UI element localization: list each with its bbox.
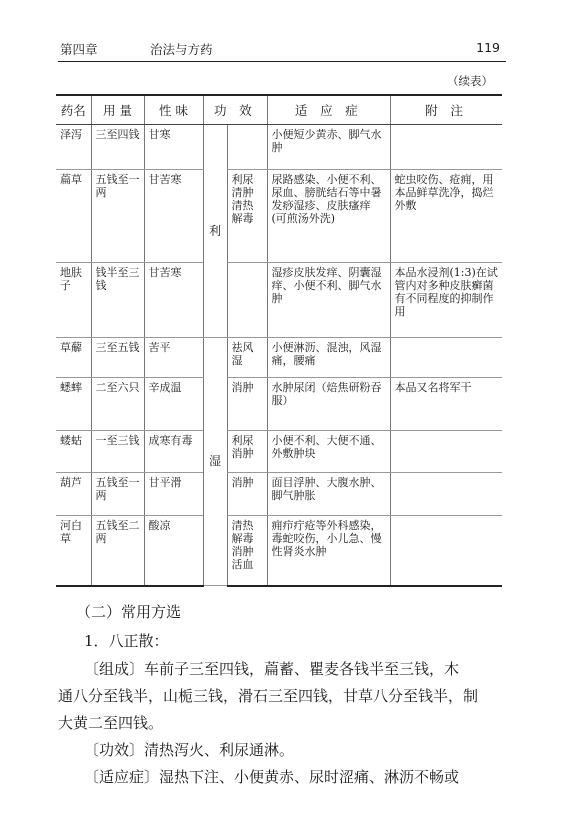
table-header-row — [56, 95, 502, 125]
herb-name: 草薢 — [56, 338, 91, 378]
table-row — [56, 431, 502, 473]
herb-indication: 湿疹皮肤发痒、阴囊湿痒、小便不利、脚气水肿 — [267, 263, 390, 338]
herb-table — [56, 94, 502, 587]
herb-nature: 酸凉 — [144, 516, 203, 586]
column-header: 性 味 — [144, 95, 203, 125]
composition-line — [84, 659, 514, 679]
table-row — [56, 170, 502, 263]
herb-dose: 三至五钱 — [91, 338, 144, 378]
herb-effect: 利尿清肿清热解毒 — [227, 170, 267, 263]
herb-name: 泽泻 — [56, 125, 91, 170]
table-row — [56, 263, 502, 338]
herb-nature: 成寒有毒 — [144, 431, 203, 473]
herb-effect — [227, 125, 267, 170]
herb-indication: 尿路感染、小便不利、尿血、膀胱结石等中暑发痧湿疹、皮肤瘙痒(可煎汤外洗) — [267, 170, 390, 263]
herb-dose: 钱半至三钱 — [91, 263, 144, 338]
herb-note — [390, 473, 502, 516]
herb-nature: 甘苦寒 — [144, 170, 203, 263]
herb-effect: 祛风湿 — [227, 338, 267, 378]
column-header: 适 应 症 — [267, 95, 390, 125]
herb-name: 蟋蟀 — [56, 378, 91, 431]
chapter-label: 第四章 — [60, 42, 98, 57]
herb-note — [390, 125, 502, 170]
composition-label: 〔组成〕 — [84, 660, 145, 678]
composition-line: 大黄二至四钱。 — [58, 714, 164, 732]
herb-name: 葫芦 — [56, 473, 91, 516]
section-title: （二）常用方选 — [76, 603, 182, 621]
herb-note: 蛇虫咬伤、疮痈，用本品鲜草洗净，捣烂外敷 — [390, 170, 502, 263]
column-header: 药名 — [56, 95, 91, 125]
herb-effect: 利尿消肿 — [227, 431, 267, 473]
herb-name: 萹草 — [56, 170, 91, 263]
composition-text: 车前子三至四钱，萹蓄、瞿麦各钱半至三钱，木 — [144, 660, 460, 678]
herb-note: 本品又名将军干 — [390, 378, 502, 431]
herb-dose: 五钱至二两 — [91, 516, 144, 586]
herb-dose: 三至四钱 — [91, 125, 144, 170]
herb-dose: 五钱至一两 — [91, 473, 144, 516]
composition-line: 通八分至钱半，山栀三钱，滑石三至四钱，甘草八分至钱半，制 — [58, 687, 479, 705]
table-row — [56, 473, 502, 516]
herb-note — [390, 338, 502, 378]
indication-label: 〔适应症〕 — [84, 768, 160, 786]
effect-line — [84, 740, 294, 760]
herb-name: 蝼蛄 — [56, 431, 91, 473]
herb-dose: 二至六只 — [91, 378, 144, 431]
merged-group-label: 利 — [203, 125, 227, 338]
herb-dose: 五钱至一两 — [91, 170, 144, 263]
herb-indication: 痈疖疔疮等外科感染，毒蛇咬伤，小儿急、慢性肾炎水肿 — [267, 516, 390, 586]
formula-title: 1．八正散： — [84, 632, 169, 650]
section-label: 治法与方药 — [150, 42, 213, 57]
indication-text: 湿热下注、小便黄赤、尿时涩痛、淋沥不畅或 — [159, 768, 460, 786]
herb-nature: 甘寒 — [144, 125, 203, 170]
herb-note — [390, 516, 502, 586]
effect-label: 〔功效〕 — [84, 741, 145, 759]
herb-nature: 甘平滑 — [144, 473, 203, 516]
herb-effect: 消肿 — [227, 378, 267, 431]
herb-effect — [227, 263, 267, 338]
herb-nature: 甘苦寒 — [144, 263, 203, 338]
column-header: 功 效 — [203, 95, 267, 125]
herb-indication: 水肿尿闭（焙焦研粉吞服） — [267, 378, 390, 431]
continued-label: （续表） — [447, 74, 493, 88]
herb-nature: 苦平 — [144, 338, 203, 378]
herb-indication: 小便短少黄赤、脚气水肿 — [267, 125, 390, 170]
herb-effect: 清热解毒消肿活血 — [227, 516, 267, 586]
table-row — [56, 378, 502, 431]
column-header: 用 量 — [91, 95, 144, 125]
effect-text: 清热泻火、利尿通淋。 — [144, 741, 295, 759]
herb-effect: 消肿 — [227, 473, 267, 516]
herb-nature: 辛成温 — [144, 378, 203, 431]
indication-line — [84, 767, 524, 787]
herb-name: 河白草 — [56, 516, 91, 586]
table-row — [56, 338, 502, 378]
herb-indication: 面目浮肿、大腹水肿、脚气肿胀 — [267, 473, 390, 516]
herb-dose: 一至三钱 — [91, 431, 144, 473]
merged-group-label: 湿 — [203, 338, 227, 586]
header-rule — [58, 61, 506, 62]
herb-note: 本品水浸剂(1:3)在试管内对多种皮肤癣菌有不同程度的抑制作用 — [390, 263, 502, 338]
herb-indication: 小便淋沥、混浊，风湿痛，腰痛 — [267, 338, 390, 378]
table-row — [56, 516, 502, 586]
running-header — [60, 40, 500, 58]
column-header: 附 注 — [390, 95, 502, 125]
herb-name: 地肤子 — [56, 263, 91, 338]
herb-note — [390, 431, 502, 473]
table-row — [56, 125, 502, 170]
page-number: 119 — [476, 40, 500, 55]
herb-indication: 小便不利、大便不通、外敷肿块 — [267, 431, 390, 473]
